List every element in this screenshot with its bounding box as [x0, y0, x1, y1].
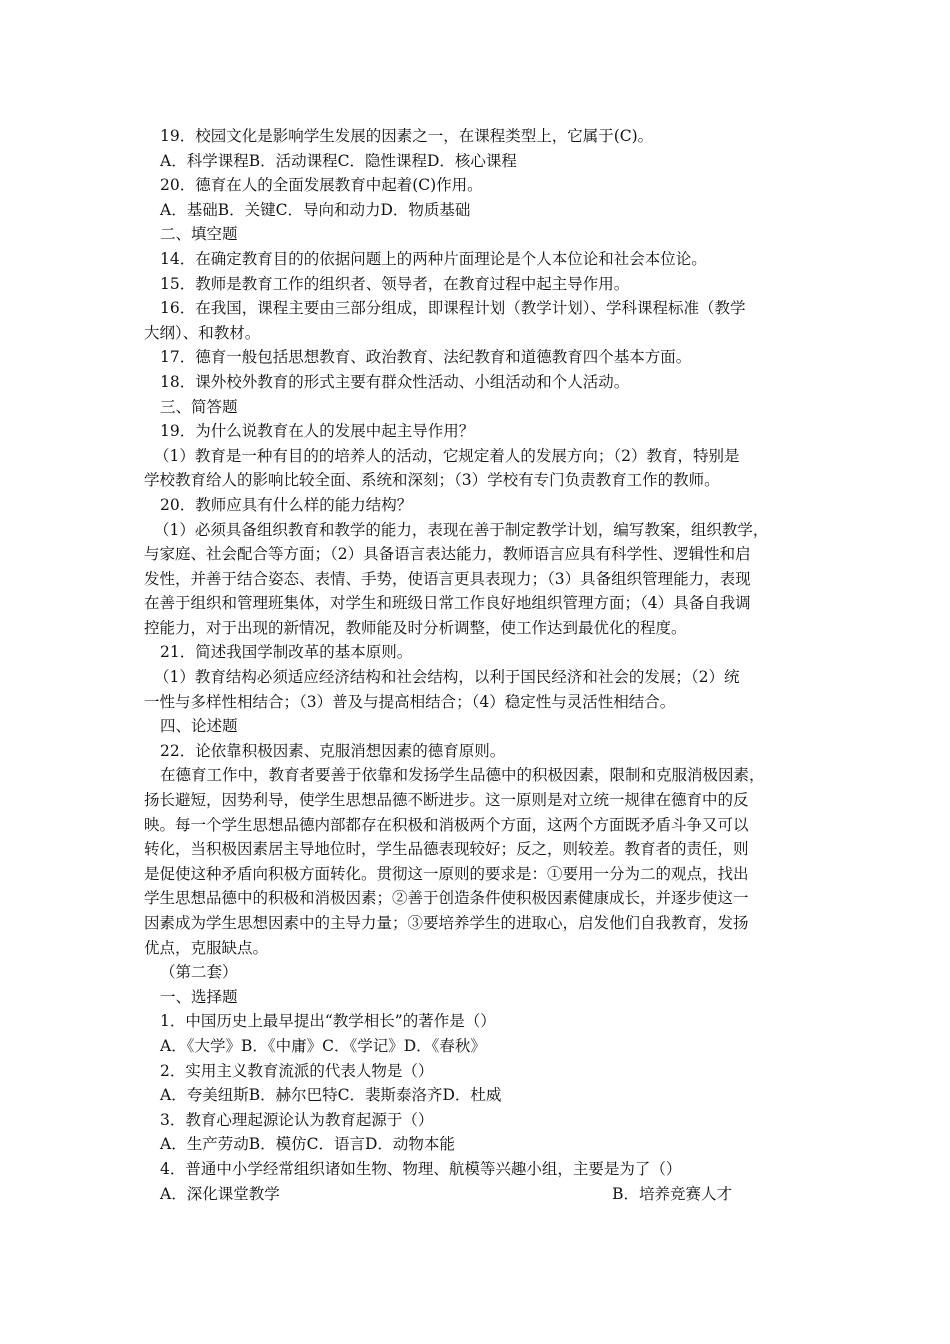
question-20: 20．德育在人的全面发展教育中起着(C)作用。 [160, 176, 483, 195]
fill-item-15: 15．教师是教育工作的组织者、领导者，在教育过程中起主导作用。 [160, 274, 630, 293]
short-answer-20-cont-3: 在善于组织和管理班集体，对学生和班级日常工作良好地组织管理方面；（4）具备自我调 [144, 594, 751, 613]
short-answer-21-cont: 一性与多样性相结合；（3）普及与提高相结合；（4）稳定性与灵活性相结合。 [144, 692, 676, 711]
essay-answer-22-cont-6: 因素成为学生思想因素中的主导力量；③要培养学生的进取心，启发他们自我教育，发扬 [144, 914, 749, 932]
short-answer-20-cont-2: 发性，并善于结合姿态、表情、手势，使语言更具表现力；（3）具备组织管理能力，表现 [144, 569, 751, 588]
options-19: A．科学课程B．活动课程C．隐性课程D．核心课程 [160, 151, 517, 170]
essay-answer-22: 在德育工作中，教育者要善于依靠和发扬学生品德中的积极因素，限制和克服消极因素， [160, 766, 765, 785]
choice-options-2: A．夸美纽斯B．赫尔巴特C．裴斯泰洛齐D．杜威 [160, 1086, 502, 1105]
short-question-20: 20．教师应具有什么样的能力结构？ [160, 495, 413, 514]
set-two-heading: （第二套） [160, 963, 238, 982]
short-answer-21: （1）教育结构必须适应经济结构和社会结构，以利于国民经济和社会的发展；（2）统 [154, 668, 740, 687]
section-heading-short-answer: 三、简答题 [160, 397, 238, 416]
short-answer-19: （1）教育是一种有目的的培养人的活动，它规定着人的发展方向；（2）教育，特别是 [154, 446, 740, 465]
short-answer-20-cont-1: 与家庭、社会配合等方面；（2）具备语言表达能力，教师语言应具有科学性、逻辑性和启 [144, 545, 751, 564]
essay-question-22: 22．论依靠积极因素、克服消想因素的德育原则。 [160, 741, 506, 760]
section-heading-fill-in: 二、填空题 [160, 225, 238, 244]
essay-answer-22-cont-3: 转化，当积极因素居主导地位时，学生品德表现较好；反之，则较差。教育者的责任，则 [144, 840, 749, 859]
short-answer-19-cont: 学校教育给人的影响比较全面、系统和深刻；（3）学校有专门负责教育工作的教师。 [144, 471, 720, 490]
section-heading-choice: 一、选择题 [160, 987, 238, 1006]
fill-item-17: 17．德育一般包括思想教育、政治教育、法纪教育和道德教育四个基本方面。 [160, 348, 692, 367]
essay-answer-22-cont-2: 映。每一个学生思想品德内部都存在积极和消极两个方面，这两个方面既矛盾斗争又可以 [144, 815, 749, 834]
fill-item-16: 16．在我国，课程主要由三部分组成，即课程计划（教学计划）、学科课程标准（教学 [160, 299, 746, 318]
short-answer-20: （1）必须具备组织教育和教学的能力，表现在善于制定教学计划，编写教案，组织教学， [154, 520, 769, 539]
choice-options-3: A．生产劳动B．模仿C．语言D．动物本能 [160, 1135, 455, 1154]
choice-question-3: 3．教育心理起源论认为教育起源于（） [160, 1110, 434, 1129]
choice-question-2: 2．实用主义教育流派的代表人物是（） [160, 1061, 434, 1080]
fill-item-14: 14．在确定教育目的的依据问题上的两种片面理论是个人本位论和社会本位论。 [160, 249, 707, 268]
short-answer-20-cont-4: 控能力，对于出现的新情况，教师能及时分析调整，使工作达到最优化的程度。 [144, 618, 687, 637]
choice-options-1: A．《大学》B．《中庸》C．《学记》D．《春秋》 [160, 1036, 486, 1055]
essay-answer-22-cont-4: 是促使这种矛盾向积极方面转化。贯彻这一原则的要求是：①要用一分为二的观点，找出 [144, 864, 749, 883]
choice-options-4 [144, 1182, 732, 1207]
choice-question-1: 1．中国历史上最早提出“教学相长”的著作是（） [160, 1012, 496, 1031]
options-20: A．基础B．关键C．导向和动力D．物质基础 [160, 200, 471, 219]
question-19: 19．校园文化是影响学生发展的因素之一，在课程类型上，它属于(C)。 [160, 127, 654, 145]
fill-item-18: 18．课外校外教育的形式主要有群众性活动、小组活动和个人活动。 [160, 372, 630, 391]
choice-option-4b: B．培养竞赛人才 [612, 1184, 732, 1203]
choice-question-4: 4．普通中小学经常组织诸如生物、物理、航模等兴趣小组，主要是为了（） [160, 1159, 682, 1178]
section-heading-essay: 四、论述题 [160, 717, 238, 736]
essay-answer-22-cont-5: 学生思想品德中的积极和消极因素；②善于创造条件使积极因素健康成长，并逐步使这一 [144, 889, 749, 908]
essay-answer-22-cont-1: 扬长避短，因势利导，使学生思想品德不断进步。这一原则是对立统一规律在德育中的反 [144, 791, 749, 810]
short-question-21: 21．简述我国学制改革的基本原则。 [160, 643, 413, 662]
fill-item-16-cont: 大纲）、和教材。 [144, 323, 261, 342]
document-body [144, 124, 804, 1206]
short-question-19: 19．为什么说教育在人的发展中起主导作用？ [160, 422, 475, 441]
choice-option-4a: A．深化课堂教学 [160, 1184, 280, 1203]
essay-answer-22-cont-7: 优点，克服缺点。 [144, 938, 269, 957]
